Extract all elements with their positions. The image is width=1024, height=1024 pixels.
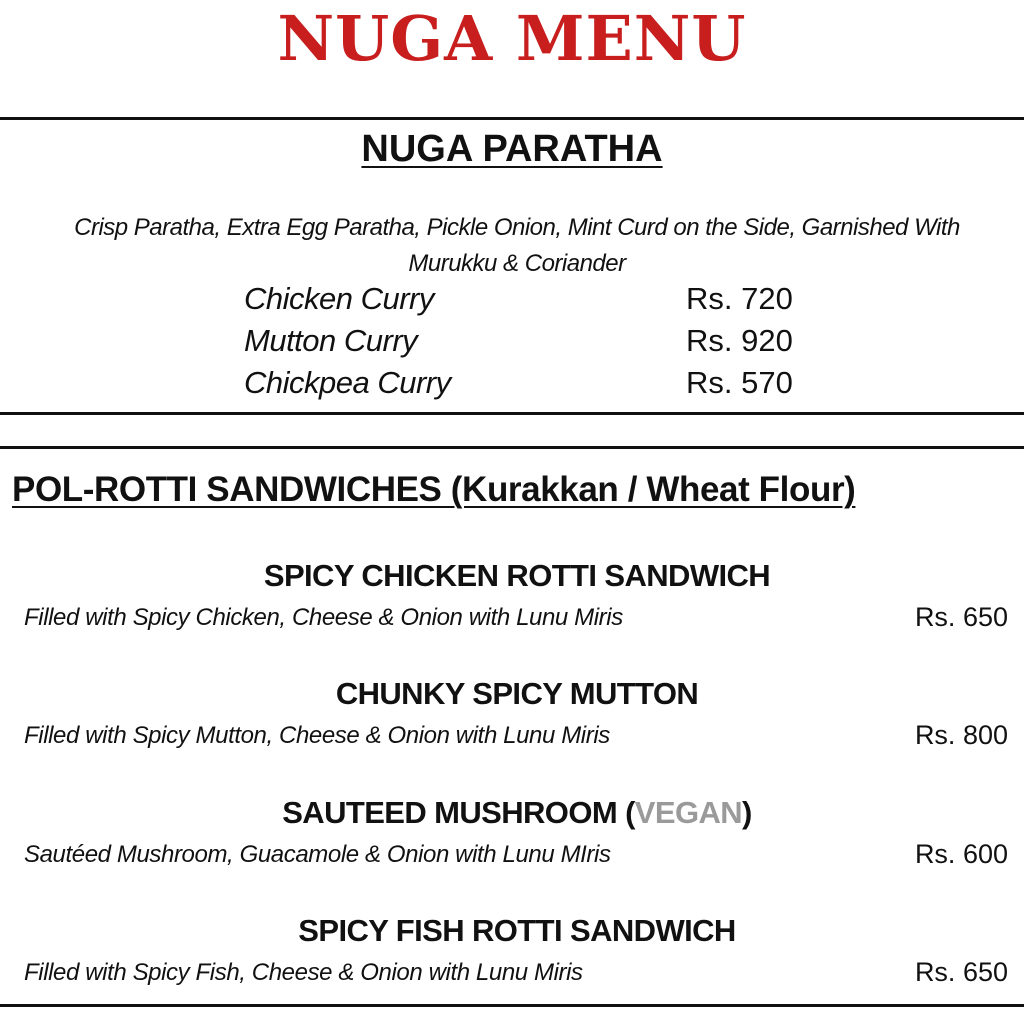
item-title: CHUNKY SPICY MUTTON <box>335 676 699 711</box>
item-price: Rs. 650 <box>914 602 1008 632</box>
item-price: Rs. 920 <box>686 323 793 358</box>
paratha-section-heading: NUGA PARATHA <box>361 128 663 170</box>
item-description: Filled with Spicy Fish, Cheese & Onion with Lunu Miris <box>24 959 583 986</box>
item-price: Rs. 800 <box>914 720 1008 750</box>
item-title: SPICY CHICKEN ROTTI SANDWICH <box>263 558 771 593</box>
item-description: Sautéed Mushroom, Guacamole & Onion with Lunu MIris <box>24 841 611 868</box>
item-price: Rs. 600 <box>914 839 1008 869</box>
item-name: Chickpea Curry <box>244 365 451 400</box>
menu-item <box>0 367 1024 409</box>
item-price: Rs. 650 <box>914 957 1008 987</box>
menu-item <box>0 560 1024 640</box>
item-price: Rs. 570 <box>686 365 793 400</box>
divider <box>0 1004 1024 1007</box>
item-name: Chicken Curry <box>244 281 434 316</box>
paratha-description: Crisp Paratha, Extra Egg Paratha, Pickle Onion, Mint Curd on the Side, Garnished With Murukku & Coriander <box>74 214 960 277</box>
item-title <box>0 797 1024 828</box>
menu-item <box>0 678 1024 758</box>
menu-item <box>0 797 1024 877</box>
vegan-tag: VEGAN <box>634 795 743 830</box>
item-description: Filled with Spicy Chicken, Cheese & Onion with Lunu Miris <box>24 604 623 631</box>
menu-title: NUGA MENU <box>277 2 747 75</box>
divider <box>0 117 1024 120</box>
item-name: Mutton Curry <box>244 323 418 358</box>
divider <box>0 446 1024 449</box>
menu-item <box>0 325 1024 367</box>
item-title-close: ) <box>742 795 752 830</box>
item-title: SPICY FISH ROTTI SANDWICH <box>298 913 736 948</box>
divider <box>0 412 1024 415</box>
menu-item <box>0 283 1024 325</box>
item-title-text: SAUTEED MUSHROOM ( <box>282 795 635 830</box>
menu-item <box>0 915 1024 995</box>
item-price: Rs. 720 <box>686 281 793 316</box>
sandwiches-section-heading: POL-ROTTI SANDWICHES (Kurakkan / Wheat Flour) <box>12 470 856 509</box>
item-description: Filled with Spicy Mutton, Cheese & Onion with Lunu Miris <box>24 722 610 749</box>
